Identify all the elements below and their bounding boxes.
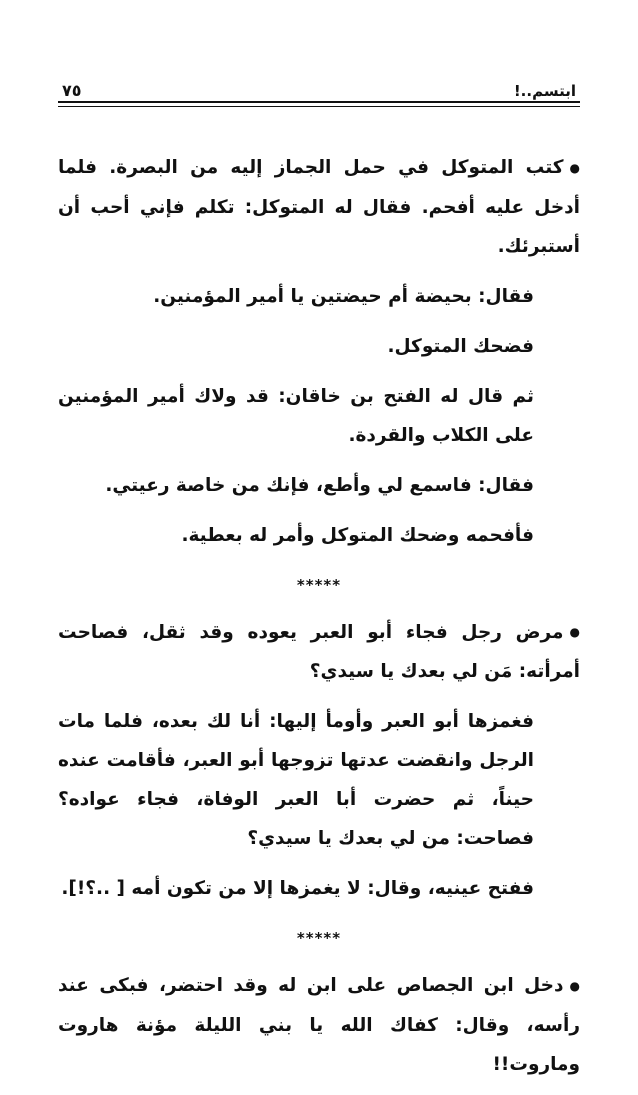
paragraph: فقال: بحيضة أم حيضتين يا أمير المؤمنين. — [153, 285, 534, 307]
header-rule-thin — [58, 106, 580, 107]
bullet-icon: ● — [569, 625, 580, 639]
anecdote-paragraph: ●كتب المتوكل في حمل الجماز إليه من البصرة. فلما أدخل عليه أفحم. فقال له المتوكل: تكلم فإني أحب أن أستبرئك. — [58, 148, 580, 266]
header-rule-thick — [58, 101, 580, 103]
paragraph: فضحك المتوكل. — [387, 335, 534, 357]
section-separator: ***** — [296, 575, 342, 594]
anecdote-paragraph: ●دخل ابن الجصاص على ابن له وقد احتضر، فبكى عند رأسه، وقال: كفاك الله يا بني الليلة مؤنة هاروت وماروت!! — [58, 966, 580, 1084]
bullet-icon: ● — [569, 978, 580, 993]
section-separator: ***** — [296, 929, 342, 947]
bullet-icon: ● — [569, 160, 580, 175]
paragraph: ففتح عينيه، وقال: لا يغمزها إلا من تكون أمه [ ..؟!]. — [61, 878, 534, 899]
anecdote-paragraph: ●مرض رجل فجاء أبو العبر يعوده وقد ثقل، فصاحت أمرأته: مَن لي بعدك يا سيدي؟ — [58, 613, 580, 692]
page-number: ٧٥ — [62, 81, 82, 100]
body-text — [58, 148, 580, 1095]
paragraph: فغمزها أبو العبر وأومأ إليها: أنا لك بعده، فلما مات الرجل وانقضت عدتها تزوجها أبو العبر، فأقامت عنده حيناً، ثم حضرت أبا العبر الوفاة، فجاء عواده؟ فصاحت: من لي بعدك يا سيدي؟ — [58, 711, 534, 849]
running-title: ابتسم..! — [513, 82, 576, 100]
paragraph: فأفحمه وضحك المتوكل وأمر له بعطية. — [181, 524, 534, 546]
paragraph: فقال: فاسمع لي وأطع، فإنك من خاصة رعيتي. — [105, 474, 534, 496]
paragraph: ثم قال له الفتح بن خاقان: قد ولاك أمير المؤمنين على الكلاب والقردة. — [58, 385, 534, 446]
running-header — [62, 72, 576, 100]
